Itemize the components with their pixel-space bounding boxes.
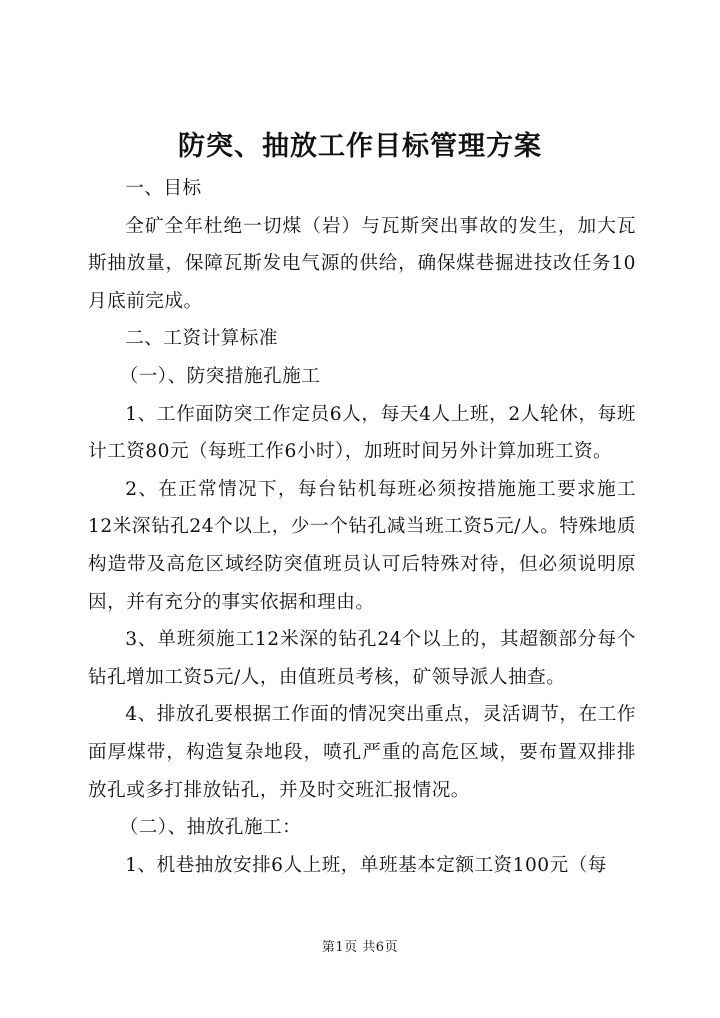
document-body <box>88 170 636 884</box>
paragraph-drainage-item-1: 1、机巷抽放安排6人上班，单班基本定额工资100元（每 <box>125 854 607 876</box>
section-heading-wage: 二、工资计算标准 <box>125 328 278 350</box>
paragraph-item-2: 2、在正常情况下，每台钻机每班必须按措施施工要求施工12米深钻孔24个以上，少一个钻孔减当班工资5元/人。特殊地质构造带及高危区域经防突值班员认可后特殊对待，但必须说明原因，并有充分的事实依据和理由。 <box>88 478 636 613</box>
subsection-heading-outburst-holes: （一）、防突措施孔施工 <box>119 365 321 387</box>
page-footer: 第1页 共6页 <box>321 940 399 955</box>
paragraph-goal: 全矿全年杜绝一切煤（岩）与瓦斯突出事故的发生，加大瓦斯抽放量，保障瓦斯发电气源的供给，确保煤巷掘进技改任务10月底前完成。 <box>88 215 636 312</box>
subsection-heading-drainage-holes: （二）、抽放孔施工： <box>119 817 302 839</box>
section-heading-goal: 一、目标 <box>125 178 202 199</box>
paragraph-item-1: 1、工作面防突工作定员6人，每天4人上班，2人轮休，每班计工资80元（每班工作6小时），加班时间另外计算加班工资。 <box>88 403 636 463</box>
document-title: 防突、抽放工作目标管理方案 <box>178 131 542 162</box>
paragraph-item-4: 4、排放孔要根据工作面的情况突出重点，灵活调节，在工作面厚煤带，构造复杂地段，喷孔严重的高危区域，要布置双排排放孔或多打排放钻孔，并及时交班汇报情况。 <box>88 704 636 801</box>
paragraph-item-3: 3、单班须施工12米深的钻孔24个以上的，其超额部分每个钻孔增加工资5元/人，由值班员考核，矿领导派人抽查。 <box>88 629 636 688</box>
